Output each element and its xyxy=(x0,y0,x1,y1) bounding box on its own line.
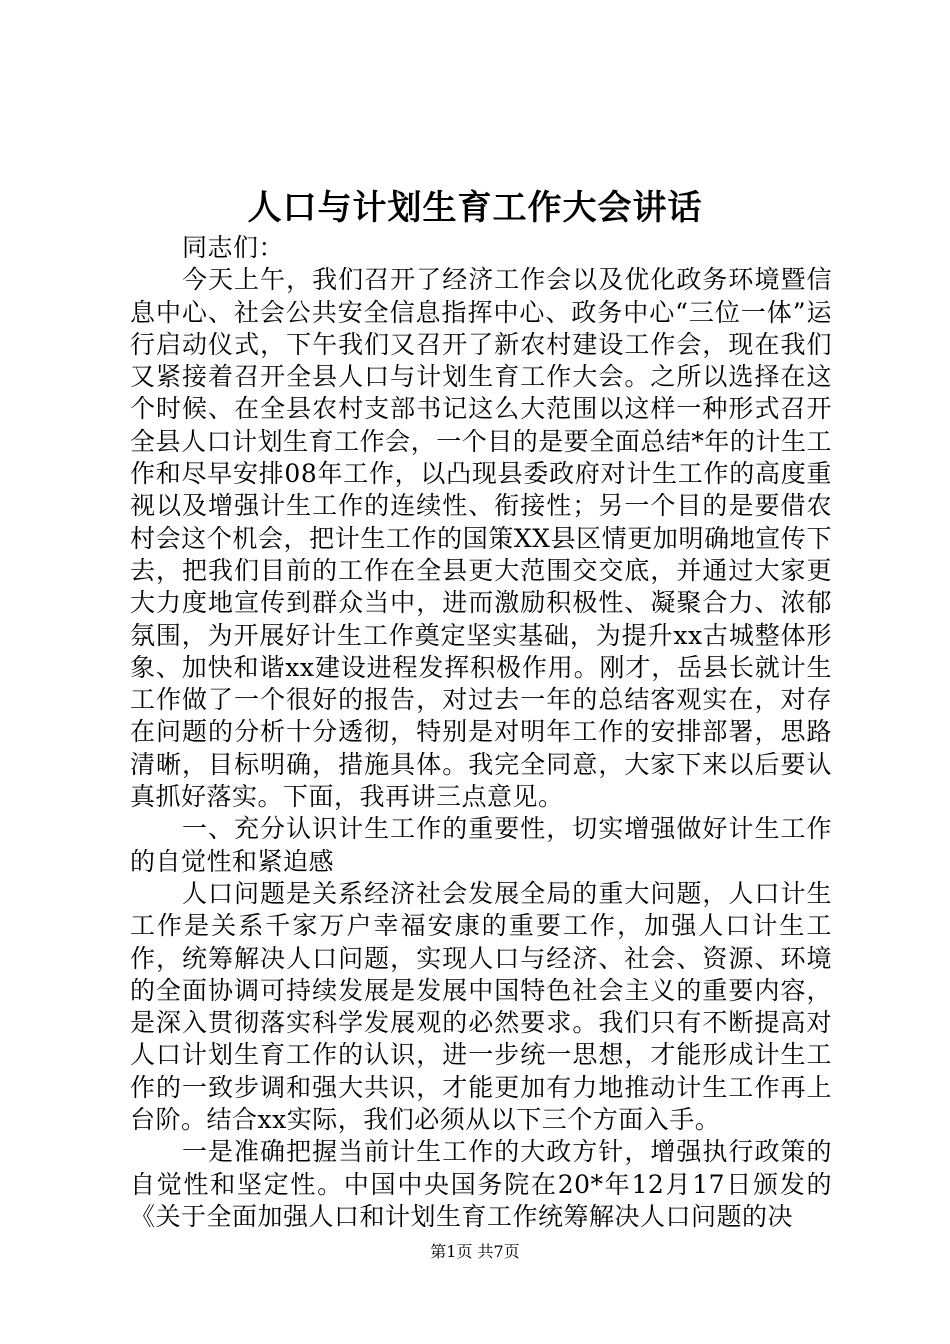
page-footer: 第1页 共7页 xyxy=(430,1242,520,1261)
document-title: 人口与计划生育工作大会讲话 xyxy=(247,188,703,228)
section-1-paragraph: 人口问题是关系经济社会发展全局的重大问题，人口计生工作是关系千家万户幸福安康的重要工作，加强人口计生工作，统筹解决人口问题，实现人口与经济、社会、资源、环境的全面协调可持续发展是发展中国特色社会主义的重要内容，是深入贯彻落实科学发展观的必然要求。我们只有不断提高对人口计划生育工作的认识，进一步统一思想，才能形成计生工作的一致步调和强大共识，才能更加有力地推动计生工作再上台阶。结合xx实际，我们必须从以下三个方面入手。 xyxy=(130,878,832,1135)
point-1-paragraph: 一是准确把握当前计生工作的大政方针，增强执行政策的自觉性和坚定性。中国中央国务院在20*年12月17日颁发的《关于全面加强人口和计划生育工作统筹解决人口问题的决 xyxy=(130,1137,832,1231)
document-body xyxy=(130,232,832,1233)
section-heading-1: 一、充分认识计生工作的重要性，切实增强做好计生工作的自觉性和紧迫感 xyxy=(130,814,832,876)
salutation-paragraph: 同志们： xyxy=(182,233,285,262)
opening-paragraph: 今天上午，我们召开了经济工作会以及优化政务环境暨信息中心、社会公共安全信息指挥中心、政务中心“三位一体”运行启动仪式，下午我们又召开了新农村建设工作会，现在我们又紧接着召开全县人口与计划生育工作大会。之所以选择在这个时候、在全县农村支部书记这么大范围以这样一种形式召开全县人口计划生育工作会，一个目的是要全面总结*年的计生工作和尽早安排08年工作，以凸现县委政府对计生工作的高度重视以及增强计生工作的连续性、衔接性；另一个目的是要借农村会这个机会，把计生工作的国策XX县区情更加明确地宣传下去，把我们目前的工作在全县更大范围交交底，并通过大家更大力度地宣传到群众当中，进而激励积极性、凝聚合力、浓郁氛围，为开展好计生工作奠定坚实基础，为提升xx古城整体形象、加快和谐xx建设进程发挥积极作用。刚才，岳县长就计生工作做了一个很好的报告，对过去一年的总结客观实在，对存在问题的分析十分透彻，特别是对明年工作的安排部署，思路清晰，目标明确，措施具体。我完全同意，大家下来以后要认真抓好落实。下面，我再讲三点意见。 xyxy=(130,265,832,812)
